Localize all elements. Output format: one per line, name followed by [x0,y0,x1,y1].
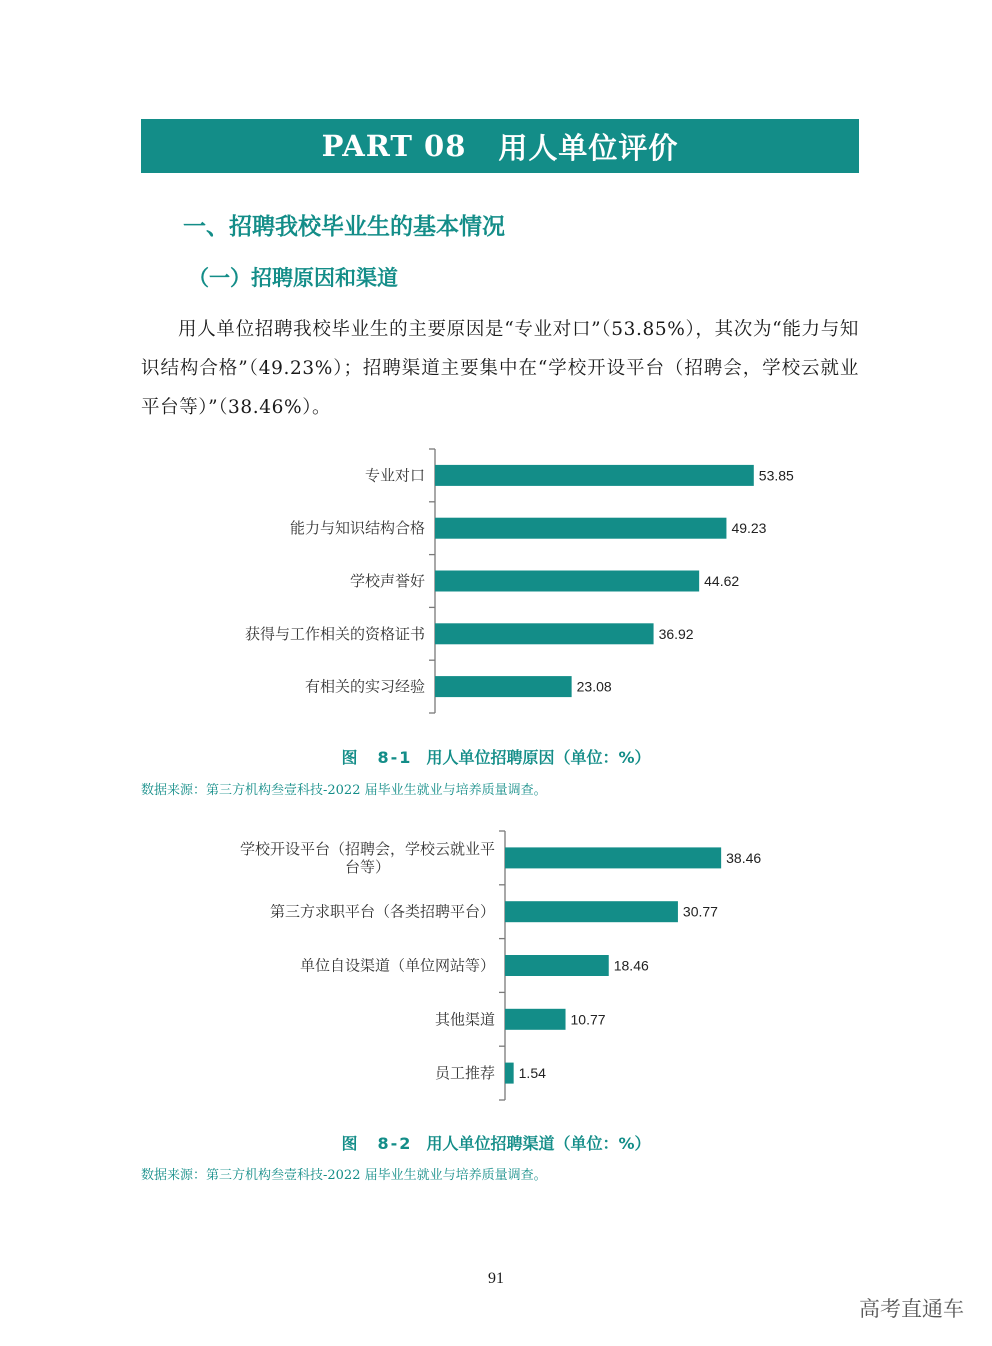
chart1-bar [435,623,654,644]
chart2-category-label: 学校开设平台（招聘会，学校云就业平 [239,839,495,858]
subsection-heading: （一）招聘原因和渠道 [188,266,398,290]
body-paragraph: 用人单位招聘我校毕业生的主要原因是“专业对口”（53.85%），其次为“能力与知识结构合格”（49.23%）；招聘渠道主要集中在“学校开设平台（招聘会，学校云就业平台等）”（38.46%）。 [141,319,859,418]
chart2-category-label: 台等） [344,857,390,876]
chart2-value-label: 1.54 [518,1065,546,1082]
chart1-bar [435,676,572,697]
chart1-value-label: 36.92 [658,625,694,642]
figure-2-title: 用人单位招聘渠道（单位：%） [426,1134,651,1153]
chart2-value-label: 18.46 [613,957,649,974]
chart1-category-label: 获得与工作相关的资格证书 [244,624,425,643]
chart2-bar [505,1063,514,1084]
chart2-category-label: 单位自设渠道（单位网站等） [299,956,495,975]
figure-1-source: 数据来源：第三方机构叁壹科技-2022 届毕业生就业与培养质量调查。 [141,783,547,798]
chart2-category-label: 第三方求职平台（各类招聘平台） [269,902,495,921]
chart2-value-label: 38.46 [726,849,762,866]
figure-2-caption [0,1131,992,1154]
figure-2-source: 数据来源：第三方机构叁壹科技-2022 届毕业生就业与培养质量调查。 [141,1168,547,1183]
chart2-value-label: 10.77 [570,1011,606,1028]
chart1-bar [435,465,754,486]
chart2-bar [505,1009,566,1030]
figure-1-title: 用人单位招聘原因（单位：%） [426,748,651,767]
chart2-value-label: 30.77 [682,903,718,920]
chart2-bar [505,901,678,922]
chart1-category-label: 能力与知识结构合格 [289,519,425,538]
figure-1-caption [0,745,992,768]
chart2-category-label: 其他渠道 [434,1010,495,1029]
chart1-bar [435,571,699,592]
chart1-value-label: 23.08 [576,678,612,695]
chart2-category-label: 员工推荐 [434,1064,495,1083]
chart1-value-label: 53.85 [758,467,794,484]
chart1-value-label: 49.23 [731,520,767,537]
part-title: 用人单位评价 [498,130,679,165]
chart1-value-label: 44.62 [704,573,740,589]
chart1-category-label: 学校声誉好 [349,572,425,590]
chart1-category-label: 有相关的实习经验 [304,677,425,696]
chart2-bar [505,847,721,868]
part-number: PART 08 [321,129,467,163]
figure-1-label: 图 8-1 [341,748,413,767]
section-heading: 一、招聘我校毕业生的基本情况 [183,214,505,240]
part-banner [141,119,859,173]
chart2-bar [505,955,609,976]
chart1-category-label: 专业对口 [364,466,425,485]
figure-2-label: 图 8-2 [341,1134,413,1153]
watermark: 高考直通车 [859,1297,964,1321]
page-number: 91 [488,1270,504,1287]
chart1-bar [435,518,726,539]
